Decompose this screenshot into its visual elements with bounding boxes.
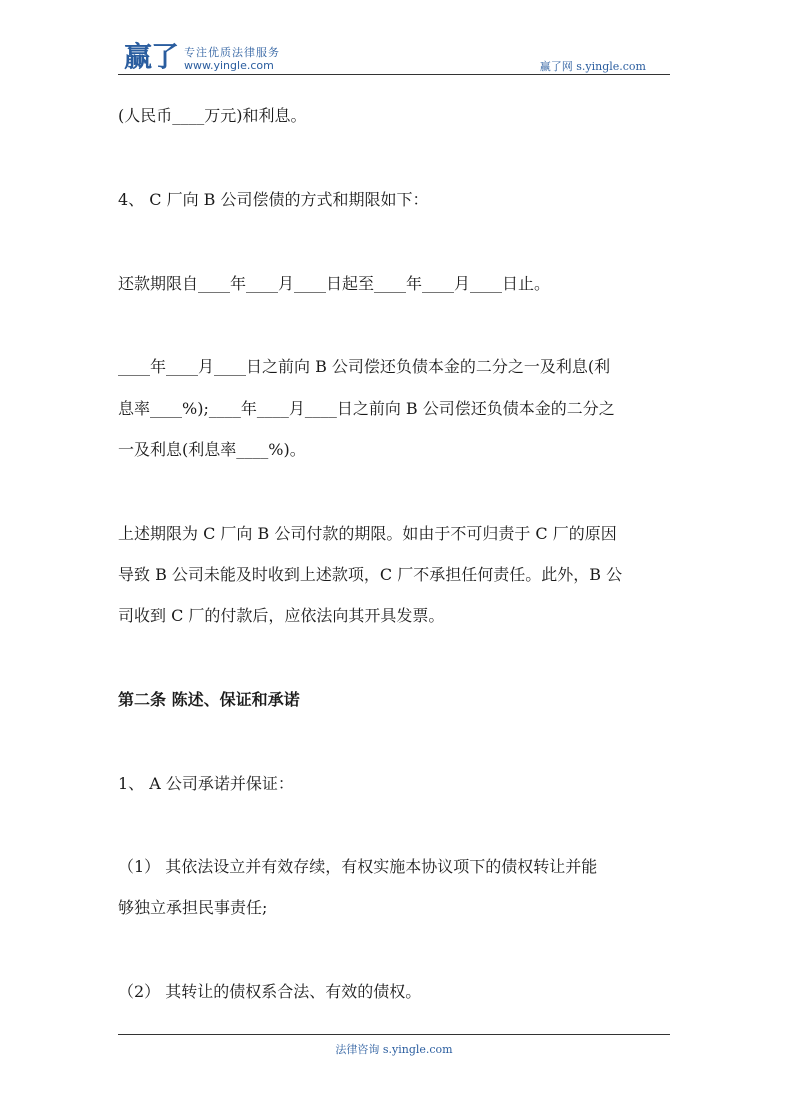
logo-url: www.yingle.com xyxy=(184,59,274,72)
logo-mark: 赢了 xyxy=(124,40,179,73)
paragraph-installments-line3: 一及利息(利息率____%)。 xyxy=(118,440,306,459)
logo-text xyxy=(184,46,280,72)
paragraph-repayment-period: 还款期限自____年____月____日起至____年____月____日止。 xyxy=(118,274,551,293)
yingle-logo[interactable] xyxy=(124,42,280,72)
paragraph-a-company-promise: 1、 A 公司承诺并保证： xyxy=(118,774,294,793)
paragraph-clause-1-line1: （1） 其依法设立并有效存续，有权实施本协议项下的债权转让并能 xyxy=(118,857,598,876)
paragraph-amount: (人民币____万元)和利息。 xyxy=(118,106,307,125)
header-site-link[interactable]: 赢了网 s.yingle.com xyxy=(539,60,646,73)
logo-slogan: 专注优质法律服务 xyxy=(184,46,281,59)
paragraph-item-4: 4、 C 厂向 B 公司偿债的方式和期限如下： xyxy=(118,190,429,209)
page-footer xyxy=(118,1034,670,1057)
paragraph-clause-2: （2） 其转让的债权系合法、有效的债权。 xyxy=(118,982,422,1001)
page-header xyxy=(118,40,670,75)
paragraph-clause-1-line2: 够独立承担民事责任; xyxy=(118,898,268,917)
footer-consult-link[interactable]: 法律咨询 s.yingle.com xyxy=(335,1043,453,1056)
paragraph-installments-line2: 息率____%);____年____月____日之前向 B 公司偿还负债本金的二分之 xyxy=(118,399,615,418)
paragraph-installments-line1: ____年____月____日之前向 B 公司偿还负债本金的二分之一及利息(利 xyxy=(118,357,611,376)
paragraph-period-note-line3: 司收到 C 厂的付款后，应依法向其开具发票。 xyxy=(118,606,445,625)
paragraph-period-note-line1: 上述期限为 C 厂向 B 公司付款的期限。如由于不可归责于 C 厂的原因 xyxy=(118,524,617,543)
section-heading-article-2: 第二条 陈述、保证和承诺 xyxy=(118,690,300,709)
paragraph-period-note-line2: 导致 B 公司未能及时收到上述款项，C 厂不承担任何责任。此外，B 公 xyxy=(118,565,623,584)
